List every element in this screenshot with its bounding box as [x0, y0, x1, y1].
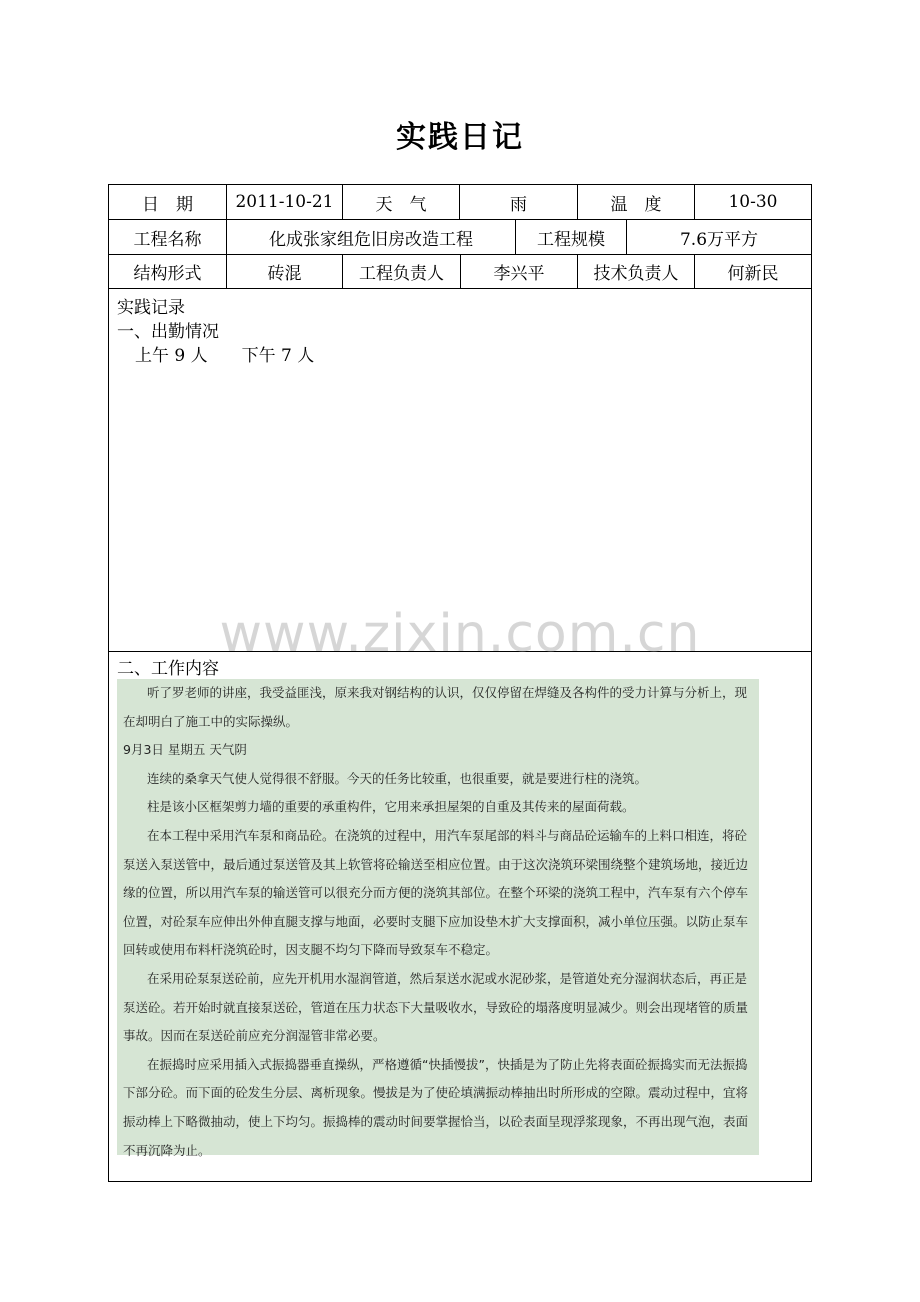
info-row-structure — [109, 255, 811, 289]
project-scale-label: 工程规模 — [516, 220, 627, 254]
work-date-line: 9月3日 星期五 天气阴 — [123, 742, 247, 758]
diary-form — [108, 184, 812, 1182]
work-paragraph: 在采用砼泵泵送砼前，应先开机用水湿润管道，然后泵送水泥或水泥砂浆，是管道处充分湿润状态后，再正是泵送砼。若开始时就直接泵送砼，管道在压力状态下大量吸收水，导致砼的塌落度明显减少。则会出现堵管的质量事故。因而在泵送砼前应充分润湿管非常必要。 — [123, 970, 749, 1044]
info-row-project — [109, 220, 811, 255]
info-row-date — [109, 185, 811, 220]
structure-value: 砖混 — [227, 255, 343, 288]
attendance-line: 上午 9 人 下午 7 人 — [135, 346, 315, 366]
work-paragraph: 在本工程中采用汽车泵和商品砼。在浇筑的过程中，用汽车泵尾部的料斗与商品砼运输车的上料口相连，将砼泵送入泵送管中，最后通过泵送管及其上软管将砼输送至相应位置。由于这次浇筑环梁围绕整个建筑场地，接近边缘的位置，所以用汽车泵的输送管可以很充分而方便的浇筑其部位。在整个环梁的浇筑工程中，汽车泵有六个停车位置，对砼泵车应伸出外伸直腿支撑与地面，必要时支腿下应加设垫木扩大支撑面积，减小单位压强。以防止泵车回转或使用布料杆浇筑砼时，因支腿不均匀下降而导致泵车不稳定。 — [123, 827, 749, 958]
weather-value: 雨 — [460, 185, 578, 219]
work-paragraph: 听了罗老师的讲座，我受益匪浅，原来我对钢结构的认识，仅仅停留在焊缝及各构件的受力计算与分析上，现在却明白了施工中的实际操纵。 — [123, 685, 748, 729]
work-paragraph: 连续的桑拿天气使人觉得很不舒服。今天的任务比较重，也很重要，就是要进行柱的浇筑。 — [147, 770, 648, 786]
project-manager-label: 工程负责人 — [343, 255, 461, 288]
temperature-value: 10-30 — [728, 192, 778, 212]
project-scale-value: 7.6万平方 — [679, 229, 759, 250]
project-name-label: 工程名称 — [109, 220, 227, 254]
tech-manager-value: 何新民 — [727, 264, 779, 284]
tech-manager-label: 技术负责人 — [578, 255, 695, 288]
structure-label: 结构形式 — [109, 255, 227, 288]
project-manager-value: 李兴平 — [461, 255, 578, 288]
practice-record-heading: 实践记录 — [117, 298, 185, 318]
weather-label: 天 气 — [343, 185, 460, 219]
watermark: www.zixin.com.cn — [219, 604, 701, 664]
work-content-body — [117, 679, 759, 1158]
work-paragraph: 在振捣时应采用插入式振捣器垂直操纵，严格遵循“快插慢拔”，快插是为了防止先将表面砼振捣实而无法振捣下部分砼。而下面的砼发生分层、离析现象。慢拔是为了使砼填满振动棒抽出时所形成的空隙。震动过程中，宜将振动棒上下略微抽动，使上下均匀。振捣棒的震动时间要掌握恰当，以砼表面呈现浮浆现象，不再出现气泡，表面不再沉降为止。 — [123, 1056, 749, 1158]
work-content-heading: 二、工作内容 — [117, 659, 219, 679]
date-label: 日 期 — [109, 185, 227, 219]
page-title: 实践日记 — [396, 120, 524, 155]
date-value: 2011-10-21 — [227, 185, 343, 219]
attendance-heading: 一、出勤情况 — [117, 322, 219, 342]
work-paragraph: 柱是该小区框架剪力墙的重要的承重构件，它用来承担屋架的自重及其传来的屋面荷载。 — [147, 799, 635, 815]
project-name-value: 化成张家组危旧房改造工程 — [227, 220, 516, 254]
practice-record-section — [109, 289, 811, 652]
temperature-label: 温 度 — [578, 185, 695, 219]
